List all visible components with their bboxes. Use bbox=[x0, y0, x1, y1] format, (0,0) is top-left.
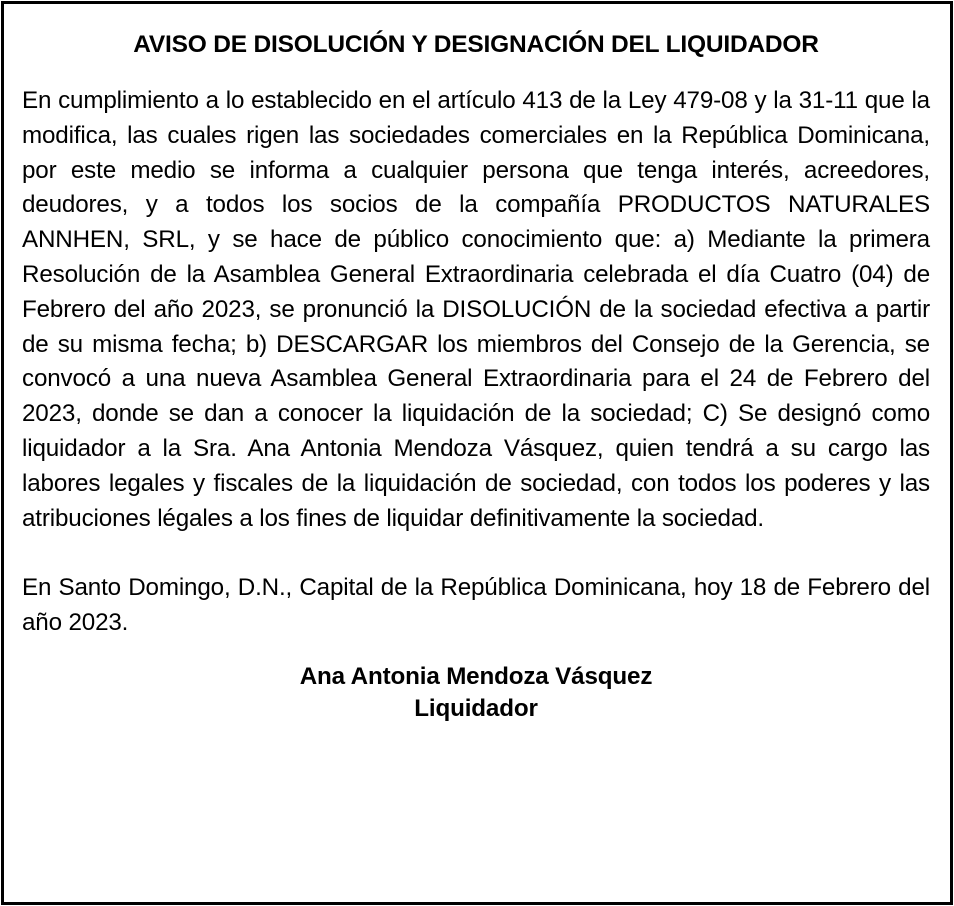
signatory-name: Ana Antonia Mendoza Vásquez bbox=[299, 662, 653, 690]
notice-body-paragraph: En cumplimiento a lo establecido en el artículo 413 de la Ley 479-08 y la 31-11 que la modifica, las cuales rigen las sociedades comerciales en la República Dominicana, por este medio se informa a cualquier persona que tenga interés, acreedores, deudores, y a todos los socios de la compañía PRODUCTOS NATURALES ANNHEN, SRL, y se hace de público conocimiento que: a) Mediante la primera Resolución de la Asamblea General Extraordinaria celebrada el día Cuatro (04) de Febrero del año 2023, se pronunció la DISOLUCIÓN de la sociedad efectiva a partir de su misma fecha; b) DESCARGAR los miembros del Consejo de la Gerencia, se convocó a una nueva Asamblea General Extraordinaria para el 24 de Febrero del 2023, donde se dan a conocer la liquidación de la sociedad; C) Se designó como liquidador a la Sra. Ana Antonia Mendoza Vásquez, quien tendrá a su cargo las labores legales y fiscales de la liquidación de sociedad, con todos los poderes y las atribuciones légales a los fines de liquidar definitivamente la sociedad. bbox=[22, 87, 930, 532]
notice-title: AVISO DE DISOLUCIÓN Y DESIGNACIÓN DEL LIQUIDADOR bbox=[133, 31, 819, 58]
notice-closing-paragraph: En Santo Domingo, D.N., Capital de la República Dominicana, hoy 18 de Febrero del año 2023. bbox=[22, 574, 930, 637]
signature-block bbox=[22, 661, 930, 725]
notice-content bbox=[22, 28, 930, 725]
signatory-role: Liquidador bbox=[414, 694, 538, 722]
notice-frame bbox=[1, 1, 953, 905]
